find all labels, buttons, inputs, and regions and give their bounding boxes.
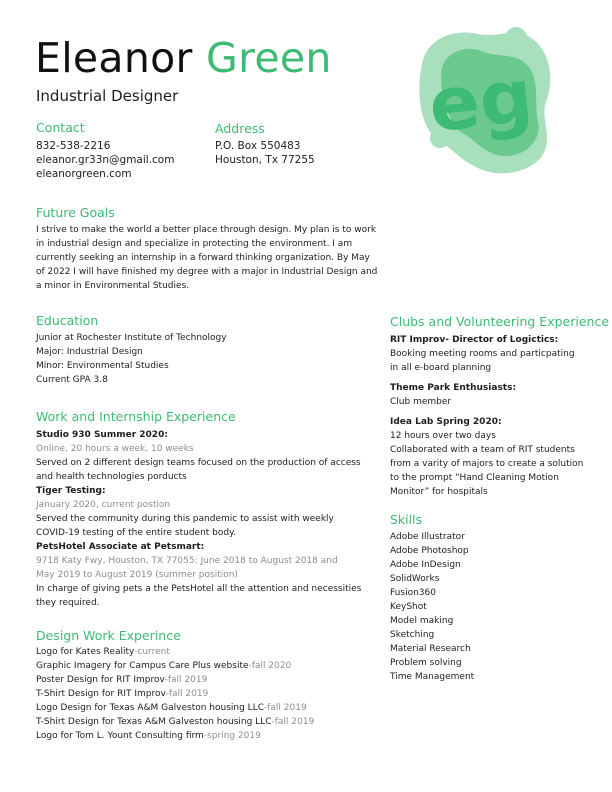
work-list (36, 428, 361, 610)
skill-item: Adobe InDesign (390, 560, 461, 570)
logo-dot-top (505, 27, 527, 49)
design-work-name: Logo for Kates Reality (36, 647, 135, 657)
design-work-date: fall 2019 (168, 689, 209, 699)
skill-item: SolidWorks (390, 574, 440, 584)
club-detail: Collaborated with a team of RIT students (390, 445, 575, 455)
resume-name (35, 34, 332, 82)
goals-line: of 2022 I will have finished my degree with a major in Industrial Design and (36, 267, 378, 277)
goals-line: I strive to make the world a better place through design. My plan is to work (36, 225, 377, 235)
website-link[interactable]: eleanorgreen.com (36, 168, 132, 180)
design-work-name: Logo for Tom L. Yount Consulting firm (36, 731, 204, 741)
job-desc: they required. (36, 598, 100, 608)
skill-item: Time Management (390, 672, 475, 682)
skill-item: KeyShot (390, 602, 427, 612)
design-work-name: T-Shirt Design for RIT Improv (36, 689, 166, 699)
job-meta: Online, 20 hours a week, 10 weeks (36, 444, 194, 454)
work-heading: Work and Internship Experience (36, 409, 236, 424)
goals-text (36, 223, 377, 293)
club-detail: Monitor” for hospitals (390, 487, 488, 497)
club-detail: Booking meeting rooms and particpating (390, 349, 575, 359)
skill-item: Material Research (390, 644, 471, 654)
contact-heading: Contact (36, 120, 85, 135)
design-work-item: Logo Design for Texas A&M Galveston housing LLC-fall 2019 (36, 703, 307, 713)
education-line: Current GPA 3.8 (36, 375, 108, 385)
design-work-date: current (137, 647, 170, 657)
club-title-rit-improv: RIT Improv- Director of Logictics: (390, 335, 559, 345)
skill-item: Model making (390, 616, 454, 626)
design-work-name: T-Shirt Design for Texas A&M Galveston housing LLC (36, 717, 272, 727)
job-meta: May 2019 to August 2019 (summer position) (36, 570, 238, 580)
design-work-date: fall 2020 (251, 661, 292, 671)
skill-item: Adobe Illustrator (390, 532, 465, 542)
goals-line: a minor in Environmental Studies. (36, 281, 190, 291)
job-meta: January 2020, current postion (36, 500, 171, 510)
club-title-theme-park: Theme Park Enthusiasts: (390, 383, 517, 393)
address-info (215, 139, 315, 167)
clubs-list (390, 333, 583, 499)
skill-item: Problem solving (390, 658, 462, 668)
address-heading: Address (215, 121, 265, 136)
goals-line: in industrial design and specialize in protecting the environment. I am (36, 239, 353, 249)
job-meta: 9718 Katy Fwy, Houston, TX 77055: June 2018 to August 2018 and (36, 556, 338, 566)
job-title: Industrial Designer (36, 87, 179, 105)
education-heading: Education (36, 313, 99, 328)
phone-number[interactable]: 832-538-2216 (36, 140, 111, 152)
design-work-date: fall 2019 (274, 717, 315, 727)
design-work-date: fall 2019 (267, 703, 307, 713)
design-work-name: Poster Design for RIT Improv (36, 675, 165, 685)
education-line: Minor: Environmental Studies (36, 361, 169, 371)
design-work-name: Graphic Imagery for Campus Care Plus website (36, 661, 249, 671)
design-work-item: Logo for Tom L. Yount Consulting firm-spring 2019 (36, 731, 261, 741)
email-address[interactable]: eleanor.gr33n@gmail.com (36, 154, 175, 166)
design-work-heading: Design Work Experince (36, 628, 181, 643)
club-detail: 12 hours over two days (390, 431, 496, 441)
design-work-item: T-Shirt Design for RIT Improv-fall 2019 (36, 689, 209, 699)
design-work-date: fall 2019 (167, 675, 208, 685)
job-desc: In charge of giving pets a the PetsHotel all the attention and necessities (36, 584, 362, 594)
address-line-1: P.O. Box 550483 (215, 140, 301, 152)
clubs-heading: Clubs and Volunteering Experience (390, 314, 610, 329)
skills-heading: Skills (390, 512, 423, 527)
education-list (36, 331, 227, 387)
job-desc: Served the community during this pandemic to assist with weekly (36, 514, 334, 524)
education-line: Junior at Rochester Institute of Technology (36, 333, 227, 343)
goals-heading: Future Goals (36, 205, 115, 220)
address-line-2: Houston, Tx 77255 (215, 154, 315, 166)
job-title-tiger-testing: Tiger Testing: (36, 486, 106, 496)
skill-item: Sketching (390, 630, 435, 640)
skill-item: Adobe Photoshop (390, 546, 469, 556)
contact-info (36, 139, 174, 181)
job-desc: COVID-19 testing of the entire student body. (36, 528, 237, 538)
design-work-date: spring 2019 (207, 731, 261, 741)
design-work-item: Poster Design for RIT Improv-fall 2019 (36, 675, 208, 685)
design-work-list (36, 645, 314, 743)
design-work-item: Graphic Imagery for Campus Care Plus website-fall 2020 (36, 661, 292, 671)
design-work-name: Logo Design for Texas A&M Galveston housing LLC (36, 703, 264, 713)
job-desc: and health technologies porducts (36, 472, 187, 482)
skill-item: Fusion360 (390, 588, 436, 598)
goals-line: currently seeking an internship in a forward thinking organization. By May (36, 253, 370, 263)
first-name: Eleanor (35, 34, 193, 82)
logo-initials: eg (425, 52, 537, 150)
design-work-item: T-Shirt Design for Texas A&M Galveston housing LLC-fall 2019 (36, 717, 315, 727)
club-detail: Club member (390, 397, 452, 407)
last-name: Green (206, 34, 332, 82)
club-detail: to the prompt “Hand Cleaning Motion (390, 473, 559, 483)
job-desc: Served on 2 different design teams focused on the production of access (36, 458, 361, 468)
club-detail: in all e-board planning (390, 363, 492, 373)
club-title-idea-lab: Idea Lab Spring 2020: (390, 417, 502, 427)
job-title-studio930: Studio 930 Summer 2020: (36, 430, 168, 440)
skills-list (390, 530, 474, 684)
job-title-petsmart: PetsHotel Associate at Petsmart: (36, 542, 205, 552)
club-detail: from a varity of majors to create a solution (390, 459, 584, 469)
education-line: Major: Industrial Design (36, 347, 143, 357)
eg-logo (412, 22, 557, 177)
design-work-item: Logo for Kates Reality-current (36, 647, 170, 657)
